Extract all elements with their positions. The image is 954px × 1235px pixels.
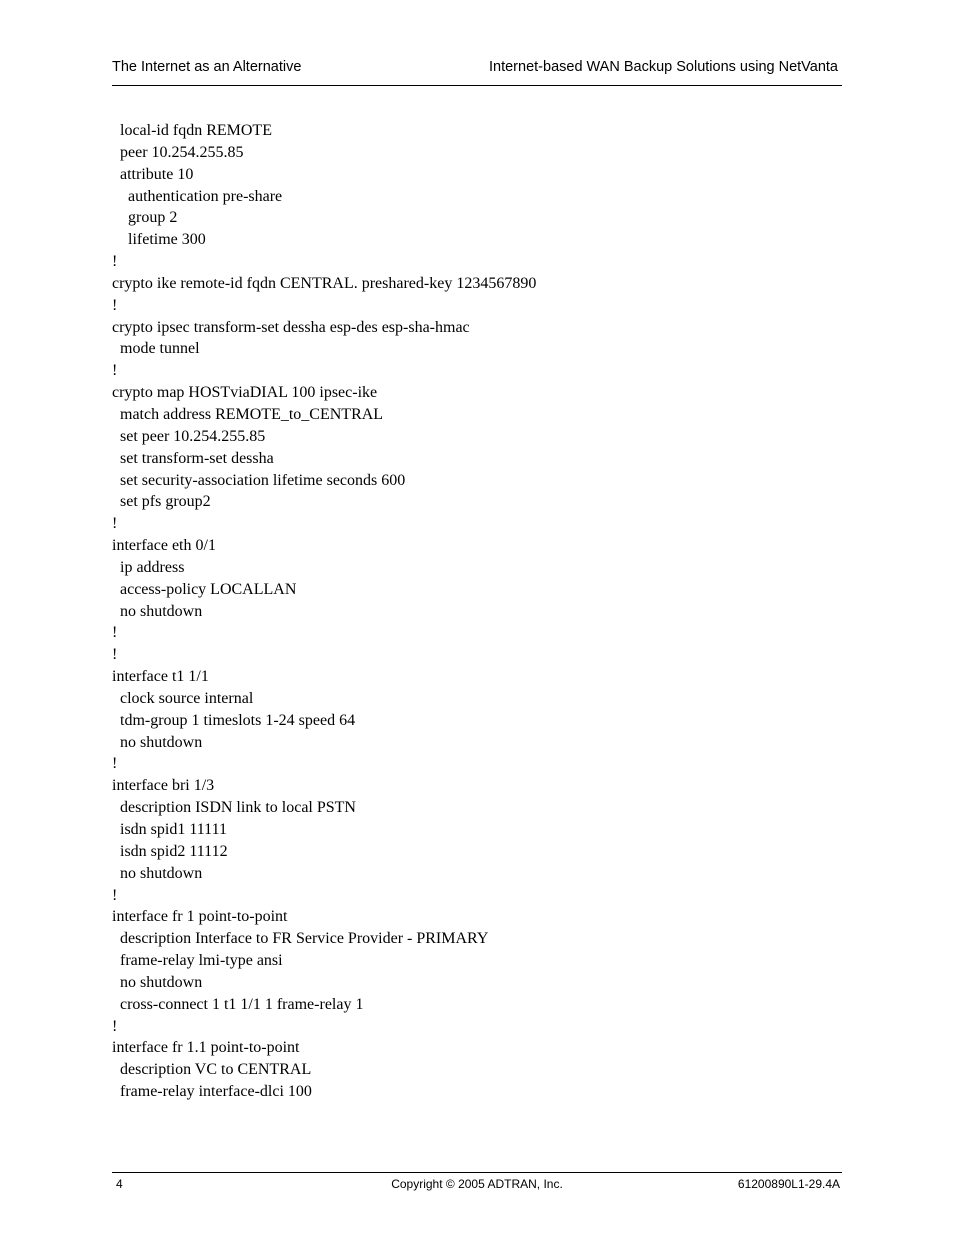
config-line: tdm-group 1 timeslots 1-24 speed 64 xyxy=(112,711,356,729)
header-section-title: The Internet as an Alternative xyxy=(112,59,302,75)
config-line: lifetime 300 xyxy=(112,231,206,249)
document-number: 61200890L1-29.4A xyxy=(737,1177,840,1191)
config-line: local-id fqdn REMOTE xyxy=(112,122,272,139)
page-header xyxy=(112,58,842,86)
config-line: crypto ipsec transform-set dessha esp-des esp-sha-hmac xyxy=(112,318,470,336)
config-line: ! xyxy=(112,624,118,642)
config-line: isdn spid1 11111 xyxy=(112,821,227,838)
config-line: interface bri 1/3 xyxy=(112,777,215,795)
config-line: interface fr 1 point-to-point xyxy=(112,908,288,926)
config-line: set security-association lifetime seconds 600 xyxy=(112,471,406,489)
copyright-notice: Copyright © 2005 ADTRAN, Inc. xyxy=(391,1177,563,1191)
config-line: mode tunnel xyxy=(112,340,200,358)
config-line: set pfs group2 xyxy=(112,493,211,511)
config-line: ip address xyxy=(112,558,185,576)
config-line: ! xyxy=(112,886,118,904)
config-line: authentication pre-share xyxy=(112,187,283,205)
config-line: ! xyxy=(112,515,118,533)
config-line: peer 10.254.255.85 xyxy=(112,143,244,161)
config-line: frame-relay lmi-type ansi xyxy=(112,952,283,970)
config-line: set transform-set dessha xyxy=(112,449,274,467)
config-line: description ISDN link to local PSTN xyxy=(112,799,356,817)
config-line: set peer 10.254.255.85 xyxy=(112,427,266,445)
config-line: ! xyxy=(112,296,118,314)
config-line: isdn spid2 11112 xyxy=(112,842,228,860)
config-line: cross-connect 1 t1 1/1 1 frame-relay 1 xyxy=(112,995,364,1013)
config-line: group 2 xyxy=(112,209,178,227)
config-line: crypto map HOSTviaDIAL 100 ipsec-ike xyxy=(112,384,378,402)
config-line: ! xyxy=(112,646,118,664)
config-line: interface t1 1/1 xyxy=(112,668,209,686)
page-footer xyxy=(112,1172,842,1191)
config-line: frame-relay interface-dlci 100 xyxy=(112,1083,312,1101)
config-line: no shutdown xyxy=(112,733,203,751)
config-line: clock source internal xyxy=(112,689,254,707)
config-line: match address REMOTE_to_CENTRAL xyxy=(112,405,384,423)
config-line: interface eth 0/1 xyxy=(112,537,216,555)
config-line: no shutdown xyxy=(112,864,203,882)
config-line: crypto ike remote-id fqdn CENTRAL. preshared-key 1234567890 xyxy=(112,274,537,292)
header-document-title: Internet-based WAN Backup Solutions using NetVanta xyxy=(489,59,838,75)
configuration-listing xyxy=(112,120,842,1103)
config-line: description VC to CENTRAL xyxy=(112,1061,312,1079)
config-line: ! xyxy=(112,755,118,773)
page-number: 4 xyxy=(116,1177,123,1191)
config-line: no shutdown xyxy=(112,973,203,991)
config-line: attribute 10 xyxy=(112,165,194,183)
config-line: interface fr 1.1 point-to-point xyxy=(112,1039,300,1057)
config-line: no shutdown xyxy=(112,602,203,620)
config-line: access-policy LOCALLAN xyxy=(112,580,297,598)
config-line: ! xyxy=(112,1017,118,1035)
config-line: ! xyxy=(112,253,118,271)
config-line: description Interface to FR Service Provider - PRIMARY xyxy=(112,930,489,948)
config-line: ! xyxy=(112,362,118,380)
